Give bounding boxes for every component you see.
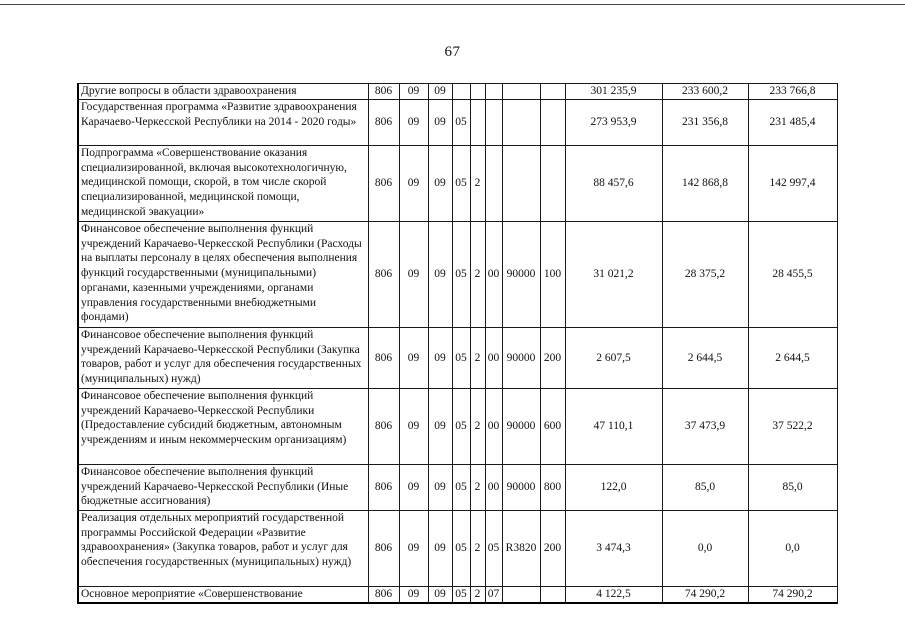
code-cs-program: 05: [452, 389, 470, 465]
code-rz: 09: [399, 465, 428, 511]
amount-year-3: 142 997,4: [748, 146, 837, 222]
code-cs-direction: [502, 84, 540, 100]
code-cs-subprogram: 2: [470, 587, 485, 603]
table-row: [78, 389, 837, 465]
amount-year-3: 74 290,2: [748, 587, 837, 603]
code-cs-event: 00: [485, 328, 502, 389]
code-vr: [540, 587, 565, 603]
row-name: Финансовое обеспечение выполнения функций учреждений Карачаево-Черкесской Республики (Расходы на выплаты персоналу в целях обеспечения выполнения функций государственными (муниципальными) органами, казенными учреждениями, органами управления государственными внебюджетными фондами): [78, 222, 368, 328]
code-cs-direction: R3820: [502, 511, 540, 587]
amount-year-2: 37 473,9: [662, 389, 748, 465]
table-row: [78, 465, 837, 511]
code-cs-direction: [502, 587, 540, 603]
code-cs-subprogram: 2: [470, 328, 485, 389]
amount-year-2: 231 356,8: [662, 100, 748, 146]
code-cs-direction: 90000: [502, 389, 540, 465]
code-ved: 806: [368, 587, 399, 603]
code-vr: 800: [540, 465, 565, 511]
amount-year-3: 233 766,8: [748, 84, 837, 100]
code-pr: 09: [428, 511, 452, 587]
table-row: [78, 146, 837, 222]
table-row: [78, 511, 837, 587]
code-rz: 09: [399, 100, 428, 146]
amount-year-1: 273 953,9: [565, 100, 662, 146]
table-row: [78, 222, 837, 328]
code-cs-subprogram: 2: [470, 146, 485, 222]
code-cs-subprogram: [470, 84, 485, 100]
table-row: [78, 587, 837, 603]
amount-year-2: 233 600,2: [662, 84, 748, 100]
code-vr: 100: [540, 222, 565, 328]
row-name: Финансовое обеспечение выполнения функций учреждений Карачаево-Черкесской Республики (Иные бюджетные ассигнования): [78, 465, 368, 511]
code-cs-event: 05: [485, 511, 502, 587]
row-name: Реализация отдельных мероприятий государственной программы Российской Федерации «Развитие здравоохранения» (Закупка товаров, работ и услуг для обеспечения государственных (муниципальных) нужд): [78, 511, 368, 587]
code-cs-event: 00: [485, 465, 502, 511]
code-cs-program: 05: [452, 465, 470, 511]
amount-year-1: 4 122,5: [565, 587, 662, 603]
amount-year-3: 231 485,4: [748, 100, 837, 146]
code-ved: 806: [368, 100, 399, 146]
code-pr: 09: [428, 328, 452, 389]
code-cs-subprogram: 2: [470, 511, 485, 587]
code-cs-event: 07: [485, 587, 502, 603]
table-body: [78, 84, 837, 603]
code-ved: 806: [368, 511, 399, 587]
row-name: Финансовое обеспечение выполнения функций учреждений Карачаево-Черкесской Республики (Предоставление субсидий бюджетным, автономным учреждениям и иным некоммерческим организациям): [78, 389, 368, 465]
code-rz: 09: [399, 389, 428, 465]
code-vr: 200: [540, 511, 565, 587]
amount-year-3: 2 644,5: [748, 328, 837, 389]
code-vr: 600: [540, 389, 565, 465]
code-cs-subprogram: 2: [470, 389, 485, 465]
amount-year-1: 88 457,6: [565, 146, 662, 222]
code-cs-direction: [502, 146, 540, 222]
code-cs-program: 05: [452, 146, 470, 222]
page-number: 67: [444, 44, 461, 60]
code-ved: 806: [368, 389, 399, 465]
code-cs-direction: [502, 100, 540, 146]
table-row: [78, 100, 837, 146]
amount-year-2: 142 868,8: [662, 146, 748, 222]
code-cs-subprogram: 2: [470, 222, 485, 328]
code-rz: 09: [399, 587, 428, 603]
code-cs-event: [485, 146, 502, 222]
code-pr: 09: [428, 100, 452, 146]
amount-year-2: 2 644,5: [662, 328, 748, 389]
code-pr: 09: [428, 465, 452, 511]
code-rz: 09: [399, 84, 428, 100]
code-pr: 09: [428, 84, 452, 100]
amount-year-2: 74 290,2: [662, 587, 748, 603]
code-vr: [540, 84, 565, 100]
code-cs-event: 00: [485, 389, 502, 465]
code-cs-event: 00: [485, 222, 502, 328]
code-rz: 09: [399, 146, 428, 222]
code-pr: 09: [428, 389, 452, 465]
amount-year-1: 301 235,9: [565, 84, 662, 100]
code-cs-program: 05: [452, 328, 470, 389]
amount-year-1: 47 110,1: [565, 389, 662, 465]
code-cs-program: 05: [452, 587, 470, 603]
code-cs-event: [485, 100, 502, 146]
code-cs-direction: 90000: [502, 465, 540, 511]
code-vr: 200: [540, 328, 565, 389]
code-cs-subprogram: 2: [470, 465, 485, 511]
amount-year-1: 122,0: [565, 465, 662, 511]
table-row: [78, 328, 837, 389]
code-ved: 806: [368, 328, 399, 389]
amount-year-3: 37 522,2: [748, 389, 837, 465]
row-name: Другие вопросы в области здравоохранения: [78, 84, 368, 100]
code-ved: 806: [368, 146, 399, 222]
amount-year-3: 0,0: [748, 511, 837, 587]
code-cs-program: [452, 84, 470, 100]
row-name: Финансовое обеспечение выполнения функций учреждений Карачаево-Черкесской Республики (Закупка товаров, работ и услуг для обеспечения государственных (муниципальных) нужд): [78, 328, 368, 389]
code-vr: [540, 100, 565, 146]
amount-year-3: 85,0: [748, 465, 837, 511]
code-ved: 806: [368, 84, 399, 100]
code-pr: 09: [428, 587, 452, 603]
code-pr: 09: [428, 146, 452, 222]
code-ved: 806: [368, 222, 399, 328]
amount-year-1: 2 607,5: [565, 328, 662, 389]
amount-year-1: 31 021,2: [565, 222, 662, 328]
amount-year-1: 3 474,3: [565, 511, 662, 587]
row-name: Основное мероприятие «Совершенствование: [78, 587, 368, 603]
code-cs-subprogram: [470, 100, 485, 146]
row-name: Подпрограмма «Совершенствование оказания специализированной, включая высокотехнологичную, медицинской помощи, скорой, в том числе скорой специализированной, медицинской помощи, медицинской эвакуации»: [78, 146, 368, 222]
budget-table: [77, 83, 838, 604]
code-rz: 09: [399, 222, 428, 328]
code-cs-direction: 90000: [502, 328, 540, 389]
code-cs-event: [485, 84, 502, 100]
code-cs-program: 05: [452, 100, 470, 146]
top-rule: [0, 4, 905, 5]
amount-year-2: 0,0: [662, 511, 748, 587]
table-row: [78, 84, 837, 100]
code-cs-direction: 90000: [502, 222, 540, 328]
amount-year-3: 28 455,5: [748, 222, 837, 328]
code-ved: 806: [368, 465, 399, 511]
amount-year-2: 85,0: [662, 465, 748, 511]
row-name: Государственная программа «Развитие здравоохранения Карачаево-Черкесской Республики на 2014 - 2020 годы»: [78, 100, 368, 146]
code-cs-program: 05: [452, 511, 470, 587]
code-vr: [540, 146, 565, 222]
code-rz: 09: [399, 328, 428, 389]
code-pr: 09: [428, 222, 452, 328]
code-cs-program: 05: [452, 222, 470, 328]
code-rz: 09: [399, 511, 428, 587]
amount-year-2: 28 375,2: [662, 222, 748, 328]
